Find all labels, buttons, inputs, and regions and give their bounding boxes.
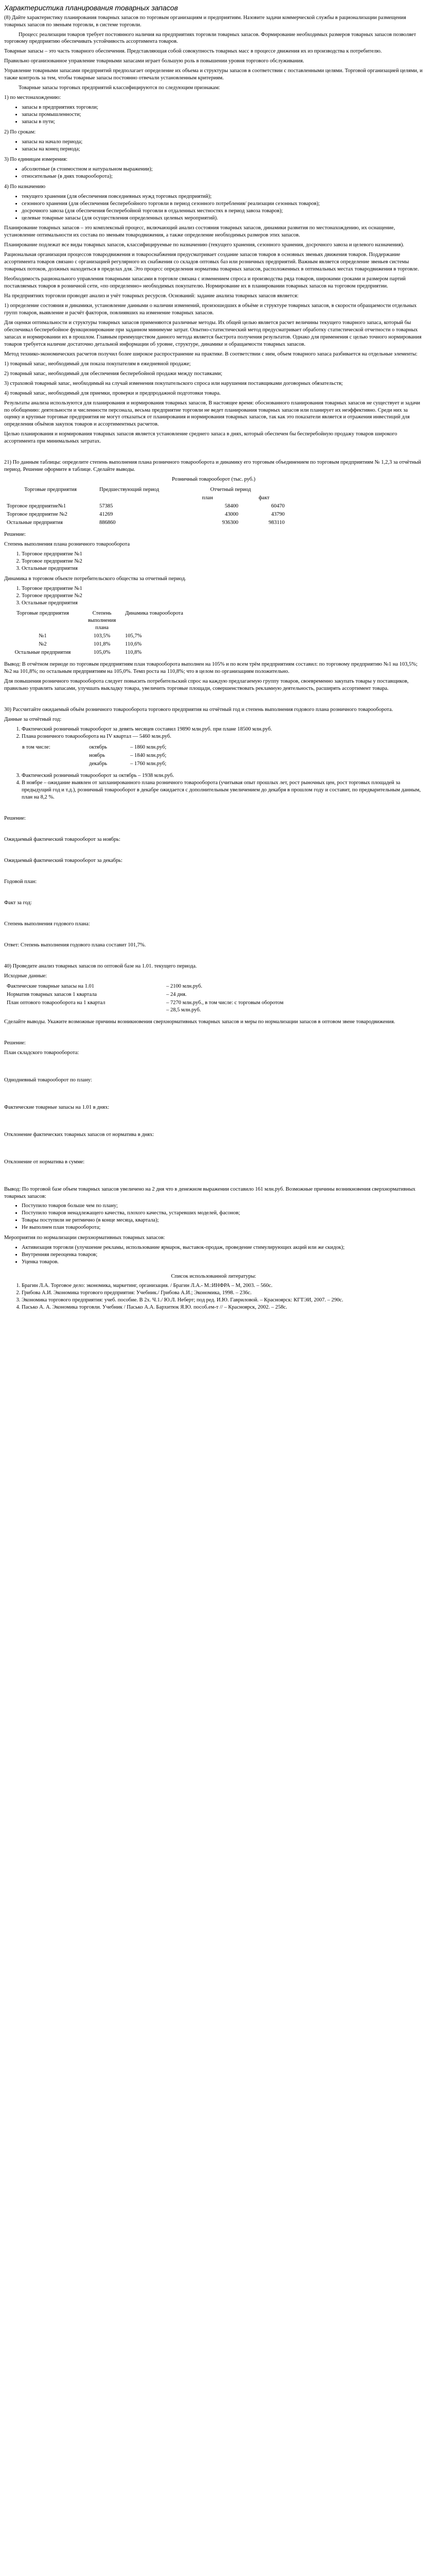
list-item: • досрочного завоза (для обеспечения бесперебойной торговли в отдаленных местностях в период завоза товаров); xyxy=(22,208,423,215)
cell: Остальные предприятия xyxy=(7,519,63,526)
cell: 43790 xyxy=(271,511,285,517)
conclusion: Вывод: В отчётном периоде по торговым предприятиям план товарооборота выполнен на 105% и по всем трём предприятиям составил: по торговому предприятию №1 на 103,5%; №2 на 101,8%; по остальным предприятиям на 105,0%. Темп роста на 110,8%; что в целом по организациям положительно. xyxy=(4,662,418,675)
list-item: • Не выполнен план товарооборота; xyxy=(22,1224,423,1231)
cell: 60470 xyxy=(271,503,285,510)
cell: №2 xyxy=(39,641,47,648)
cell: 57385 xyxy=(99,503,113,510)
cell: Торговое предприятие№1 xyxy=(7,503,66,510)
column-header: факт xyxy=(258,495,270,501)
conclusion: Вывод: По торговой базе объем товарных запасов увеличено на 2 дня что в денежном выражении составило 161 млн.руб. Возможные причины возникновения сверхнормативных товарных запасов: xyxy=(4,1186,416,1199)
list-item: 3. Фактический розничный товарооборот за октябрь – 1938 млн.руб. xyxy=(22,772,423,779)
table-row xyxy=(4,640,205,649)
cell: 58400 xyxy=(224,503,238,510)
body-paragraph: Необходимость рационального управления товарными запасами в торговле связана с изменением спроса и производства ряда товаров, широкими сроками и размером партий поставляемых товаров в розничной сети, «по определенно» необходимых покупателю. Нормирование их в планировании товарных запасов на торговом предприятии. xyxy=(4,276,406,290)
solution-line: План складского товарооборота: xyxy=(4,1049,79,1056)
cell: – 2100 млн.руб. xyxy=(166,984,202,990)
causes-list xyxy=(4,1202,423,1231)
cell: – 1840 млн.руб; xyxy=(130,752,167,758)
result-table xyxy=(4,609,205,657)
cell: 110,8% xyxy=(125,650,142,656)
cell: 101,8% xyxy=(93,641,111,648)
solution-line: Факт за год: xyxy=(4,900,32,906)
solution-line: Ожидаемый фактический товарооборот за декабрь: xyxy=(4,858,123,864)
cell: – 1760 млн.руб; xyxy=(130,760,167,767)
list-item: • Внутренняя переоценка товаров; xyxy=(22,1251,423,1259)
list-item: 1. Торговое предприятие №1 xyxy=(22,551,423,558)
body-paragraph: 1) определение состояния и динамики, установление данными о наличии изменений, произошедших в объёме и структуре товарных запасов, в скорости обращаемости отдельных групп товаров, выявление и расчёт факторов, повлиявших на изменение товарных запасов. xyxy=(4,303,417,316)
months-table xyxy=(20,743,169,768)
list-item: • текущего хранения (для обеспечения повседневных нужд торговых предприятий); xyxy=(22,193,423,200)
list-item: • запасы в пути; xyxy=(22,118,423,126)
list-item: 3. Экономика торгового предприятия: учеб. пособие. В 2х. Ч.1./ Ю.Л. Неберт; под ред. И.Ю. Гавриловой. – Красноярск: КГТЭИ, 2007. – 290с. xyxy=(22,1297,423,1304)
list-item: 2. Торговое предприятие №2 xyxy=(22,592,423,600)
list-item: • абсолютные (в стоимостном и натуральном выражении); xyxy=(22,166,423,173)
body-paragraph: Целью планирования и нормирования товарных запасов является установление среднего запаса в днях, который обеспечен бы бесперебойную продажу товаров широкого ассортимента при минимальных затратах. xyxy=(4,431,397,445)
table-row xyxy=(4,999,286,1014)
table-row xyxy=(4,982,286,991)
classification-list xyxy=(4,139,423,153)
classification-label: 4) По назначению xyxy=(4,183,46,190)
sources-list xyxy=(4,1282,423,1311)
solution-line: Ожидаемый фактический товарооборот за ноябрь: xyxy=(4,837,120,843)
body-paragraph: Результаты анализа используются для планирования и нормирования товарных запасов, В настоящее время: обоснованного планирования товарных запасов не существует и задачи по обобщению: деятельности и численности персонала, весьма предприятие торговли не ведет планирования товарных запасов или планирует их неэффективно. Среди них за оценку и крупные торговые предприятия не могут отказаться от планирования и нормирования товарных запасов, так как это показатели является и отражения инвестиций для определения объёмов закупок товаров и ассортиментных расчетов. xyxy=(4,400,421,428)
solution-line: Годовой план: xyxy=(4,879,37,885)
cell: 105,0% xyxy=(93,650,111,656)
list-item: 1. Фактический розничный товарооборот за девять месяцев составил 19890 млн.руб. при плане 18500 млн.руб. xyxy=(22,726,423,733)
task-statement: 21) По данным таблицы: определите степень выполнения плана розничного товарооборота и динамику его торговым объединением по торговым предприятиям № 1,2,3 за отчётный период. Решение оформите в таблице. Сделайте выводы. xyxy=(4,460,421,473)
table-row xyxy=(20,743,169,752)
classification-list xyxy=(4,104,423,126)
column-header: Динамика товарооборота xyxy=(125,611,183,617)
body-paragraph: 4) товарный запас, необходимый для приемки, проверки и предпродажной подготовки товара. xyxy=(4,390,221,396)
cell: 43000 xyxy=(224,511,238,517)
list-item: 2. Торговое предприятие №2 xyxy=(22,558,423,565)
cell: ноябрь xyxy=(89,752,105,758)
table-row xyxy=(4,502,287,511)
cell: План оптового товарооборота на 1 квартал xyxy=(7,999,106,1006)
cell: в том числе: xyxy=(22,744,50,750)
body-paragraph: 2) товарный запас, необходимый для обеспечения бесперебойной продажи между поставками; xyxy=(4,370,222,377)
classification-list xyxy=(4,166,423,180)
list-item: 3. Остальные предприятия xyxy=(22,565,423,572)
list-item: 4. В ноябре – ожидание выявлен от запланированного плана розничного товарооборота (учитывая опыт прошлых лет, рост рыночных цен, рост торговых площадей за предыдущий год и т.д.), розничный товарооборот в декабре ожидается с дополнительным увеличением до декабря в прошлом году и составит, по предварительным данным, план на 8,2 %. xyxy=(22,779,423,801)
list-item: 2. Грибова А.И. Экономика торгового предприятия: Учебник./ Грибова А.И.; Экономика, 1998. – 236с. xyxy=(22,1290,423,1297)
given-list xyxy=(4,726,423,740)
list-item: • Уценка товаров. xyxy=(22,1259,423,1266)
cell: 105,7% xyxy=(125,633,142,639)
cell: Торговое предприятие №2 xyxy=(7,511,67,517)
list-item: 4. Пасько А. А. Экономика торговли. Учебник / Пасько А.А. Бархитюк Я.Ю. пособ.ем-т // – Красноярск, 2002. – 258с. xyxy=(22,1304,423,1311)
stock-table xyxy=(4,982,286,1014)
list-item: 3. Остальные предприятия xyxy=(22,600,423,607)
solution-line: Отклонение от норматива в сумме: xyxy=(4,1159,85,1165)
solution-heading: Динамика в торговом объекте потребительского общества за отчетный период. xyxy=(4,575,186,582)
given-label: Данные за отчётный год: xyxy=(4,716,62,722)
table-row xyxy=(4,649,205,657)
cell: Норматив товарных запасов 1 квартала xyxy=(7,992,97,998)
body-paragraph: 1) товарный запас, необходимый для показа покупателям в ежедневной продаже; xyxy=(4,361,191,367)
cell: – 24 дня. xyxy=(166,992,187,998)
classification-list xyxy=(4,193,423,222)
given-label: Исходные данные: xyxy=(4,973,47,979)
measures-list xyxy=(4,1244,423,1266)
intro-paragraph: Правильно организованное управление товарными запасами играет большую роль в повышении уровня торгового обслуживания. xyxy=(4,58,304,64)
body-paragraph: На предприятиях торговли проводят анализ и учёт товарных ресурсов. Оснований: задание анализа товарных запасов является: xyxy=(4,293,299,299)
table-row xyxy=(20,752,169,760)
body-paragraph: Метод технико-экономических расчетов получил более широкое распространение на практике. В соответствии с ним, объем товарного запаса разбивается на отдельные элементы: xyxy=(4,351,417,357)
cell: 103,5% xyxy=(93,633,111,639)
column-header: Торговые предприятия xyxy=(16,611,69,617)
solution-line: Однодневный товарооборот по плану: xyxy=(4,1077,92,1083)
classification-label: 3) По единицам измерения: xyxy=(4,156,67,162)
conclusion: Для повышения розничного товарооборота следует повысить потребительский спрос на каждую предлагаемую группу товаров, своевременно закупать товары у поставщиков, правильно управлять запасами, улучшать выкладку товара, увеличить торговые площади, совершенствовать рекламную деятельность, расширять ассортимент товара. xyxy=(4,679,409,692)
cell: №1 xyxy=(39,633,47,639)
solution-line: Фактические товарные запасы на 1.01 в днях: xyxy=(4,1104,110,1110)
list-item: • Поступило товаров больше чем по плану; xyxy=(22,1202,423,1210)
solution-heading: Степень выполнения плана розничного товарооборота xyxy=(4,541,130,547)
body-paragraph: Рациональная организация процессов товародвижения и товароснабжения предусматривает создание запасов товаров в основных звеньях движения товаров. Поддержание ассортимента товаров связано с организацией регулярного их снабжения со складов оптовых баз или розничных предприятий. Важным является определение звеньев системы товарных потоков, должных находиться в пределах для. Это процесс определения норматива товарных запасов, расположенных в оптимальных местах товародвижения в торговле. xyxy=(4,252,419,273)
list-item: • сезонного хранения (для обеспечения бесперебойного торговли в период сезонного потребления/ реализации сезонных товаров); xyxy=(22,200,423,208)
solution-list xyxy=(4,551,423,572)
instruction: Сделайте выводы. Укажите возможные причины возникновения сверхнормативных товарных запасов и меры по нормализации запасов в оптовом звене товародвижения. xyxy=(4,1019,395,1025)
solution-line: Отклонение фактических товарных запасов от норматива в днях: xyxy=(4,1131,154,1138)
table-row xyxy=(20,760,169,768)
table-row xyxy=(4,991,286,999)
task-statement: 30) Рассчитайте ожидаемый объём розничного товарооборота торгового предприятия на отчётный год и степень выполнения годового плана розничного товарооборота. xyxy=(4,707,393,713)
turnover-table xyxy=(4,486,287,527)
column-header: план xyxy=(202,495,213,501)
cell: октябрь xyxy=(89,744,107,750)
body-paragraph: 3) страховой товарный запас, необходимый на случай изменения покупательского спроса или нарушения поставщиками договорных обязательств; xyxy=(4,380,343,386)
column-header: Предшествующий период xyxy=(99,487,160,493)
list-item: 1. Торговое предприятие №1 xyxy=(22,585,423,592)
body-paragraph: Для оценки оптимальности и структуры товарных запасов применяются различные методы. Их общей целью является расчет величины текущего товарного запаса, который бы обеспечивал бесперебойное функционирование при заданном минимуме затрат. Опытно-статистический метод предусматривает обработку статистической отчетности о товарных запасах и нормировании их в прошлом. Главным преимуществом данного метода является быстрота получения результатов. Однако для применения с целью точного нормирования товаров требуется наличие достаточно детальной информации об уровне, структуре, динамике и обращаемости товарных запасов. xyxy=(4,319,422,347)
list-item: • Поступило товаров ненадлежащего качества, плохого качества, устаревших моделей, фасонов; xyxy=(22,1210,423,1217)
list-item: • запасы промышленности; xyxy=(22,111,423,118)
task-statement: 40) Проведите анализ товарных запасов по оптовой базе на 1.01. текущего периода. xyxy=(4,963,197,970)
list-item: • запасы на конец периода; xyxy=(22,146,423,153)
column-header: Отчетный период xyxy=(210,487,251,493)
cell: Остальные предприятия xyxy=(14,650,71,656)
list-item: • запасы в предприятиях торговли; xyxy=(22,104,423,111)
list-item: • Товары поступили не ритмично (в конце месяца, квартала); xyxy=(22,1217,423,1224)
column-header: Степень выполнения плана xyxy=(88,611,116,631)
cell-value: – 28,5 млн.руб. xyxy=(166,1007,201,1013)
document-title: Характеристика планирования товарных запасов xyxy=(4,4,178,12)
list-item: • относительные (в днях товарооборота); xyxy=(22,173,423,180)
measures-intro: Мероприятия по нормализации сверхнормативных товарных запасов: xyxy=(4,1235,165,1241)
cell: 110,6% xyxy=(125,641,142,648)
intro-paragraph: Товарные запасы – это часть товарного обеспечения. Представляющая собой совокупность товарных масс в процессе движения их из производства к потребителю. xyxy=(4,48,382,55)
cell: 983110 xyxy=(268,519,285,526)
table-row xyxy=(4,632,205,640)
answer: Ответ: Степень выполнения годового плана составит 101,7%. xyxy=(4,942,146,948)
cell-value: – 7270 млн.руб., в том числе: с торговым оборотом xyxy=(166,999,284,1006)
table-caption: Розничный товарооборот (тыс. руб.) xyxy=(171,477,256,483)
solution-label: Решение: xyxy=(4,816,26,822)
sources-title: Список использованной литературы: xyxy=(171,1274,256,1280)
classification-label: 1) по местонахождению: xyxy=(4,95,61,101)
cell xyxy=(164,999,286,1014)
intro-paragraph: Товарные запасы торговых предприятий классифицируются по следующим признакам: xyxy=(19,85,220,91)
sources-section xyxy=(4,1273,423,1311)
cell: 41269 xyxy=(99,511,113,517)
given-list xyxy=(4,772,423,801)
solution-list xyxy=(4,585,423,607)
classification-label: 2) По срокам: xyxy=(4,129,36,135)
solution-line: Степень выполнения годового плана: xyxy=(4,921,90,927)
list-item: • запасы на начало периода; xyxy=(22,139,423,146)
list-item: 2. Плана розничного товарооборота на IV квартал — 5460 млн.руб. xyxy=(22,733,423,740)
body-paragraph: Планирование товарных запасов – это комплексный процесс, включающий анализ состояния товарных запасов, динамики развития по местонахождению, их оснащение, установление оптимальности их состава по звеньям товародвижения, а также определение необходимых размеров этих запасов. xyxy=(4,225,395,239)
body-paragraph: Планирование подлежат все виды товарных запасов, классифицируемые по назначению (текущего хранения, сезонного хранения, досрочного завоза и целевого назначения). xyxy=(4,242,404,248)
cell: декабрь xyxy=(89,760,107,767)
list-item: • целевые товарные запасы (для осуществления определенных целевых мероприятий). xyxy=(22,215,423,222)
cell: 936300 xyxy=(222,519,238,526)
cell: 886860 xyxy=(99,519,116,526)
list-item: • Активизация торговли (улучшение рекламы, использование ярмарок, выставок-продаж, проведение стимулирующих акций или же скидок); xyxy=(22,1244,423,1251)
cell: – 1860 млн.руб; xyxy=(130,744,167,750)
solution-label: Решение: xyxy=(4,531,26,537)
cell: Фактические товарные запасы на 1.01 xyxy=(7,984,94,990)
intro-paragraph: Управление товарными запасами предприятий предполагает определение их объема и структуры запасов в соответствии с поставленными целями. Торговой организацией целями, и также контроль за тем, чтобы товарные запасы постоянно отвечали установленным критериям. xyxy=(4,68,423,81)
solution-label: Решение: xyxy=(4,1040,26,1046)
intro-paragraph: Процесс реализации товаров требует постоянного наличия на предприятиях торговли товарных запасов. Формирование необходимых размеров товарных запасов позволяет торговому предприятию обеспечивать устойчивость ассортимента товаров. xyxy=(4,31,416,45)
table-row xyxy=(4,519,287,527)
column-header: Торговые предприятия xyxy=(24,487,77,493)
list-item: 1. Брагин Л.А. Торговое дело: экономика, маркетинг, организация. / Брагин Л.А.- М.:ИНФРА – М, 2003. – 560с. xyxy=(22,1282,423,1290)
intro-question: (8) Дайте характеристику планирования товарных запасов по торговым организациям и предприятиям. Назовите задачи коммерческой службы в рационализации размещения товарных запасов по звеньям торговли, в системе торговли. xyxy=(4,14,406,28)
table-row xyxy=(4,511,287,519)
